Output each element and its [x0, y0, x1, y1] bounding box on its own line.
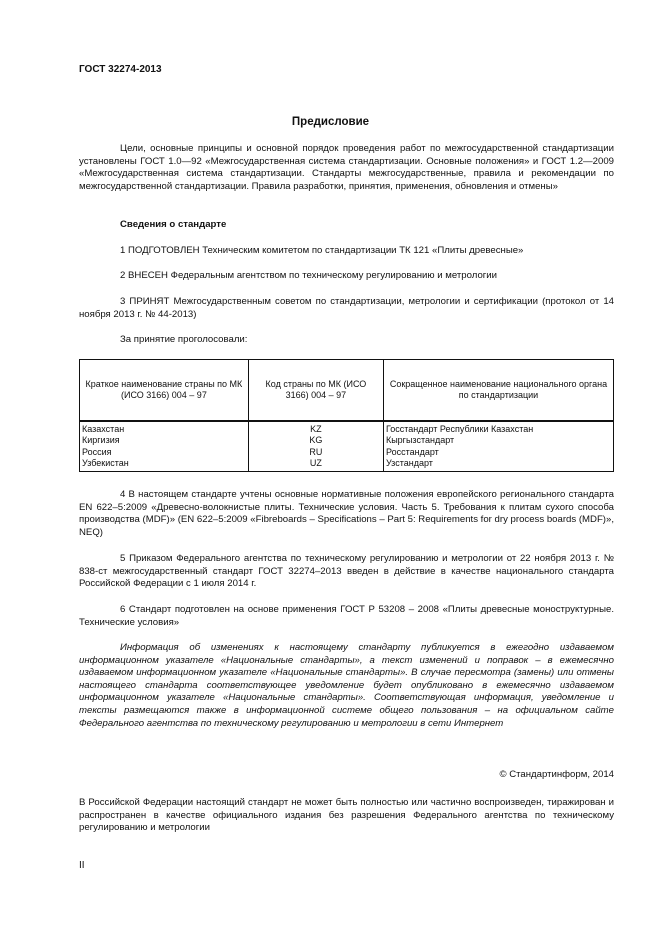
item-6: 6 Стандарт подготовлен на основе применения ГОСТ Р 53208 – 2008 «Плиты древесные моноструктурные. Технические условия»	[79, 604, 614, 628]
document-code: ГОСТ 32274-2013	[79, 64, 162, 75]
country-code: UZ	[309, 457, 322, 468]
notice-paragraph: Информация об изменениях к настоящему стандарту публикуется в ежегодно издаваемом информационном указателе «Национальные стандарты», а текст изменений и поправок – в ежемесячно издаваемом информационном указателе «Национальные стандарты». В случае пересмотра (замены) или отмены настоящего стандарта соответствующее уведомление будет опубликовано в ежемесячно издаваемом информационном указателе «Национальные стандарты». Соответствующая информация, уведомление и тексты размещаются также в информационной системе общего пользования – на официальном сайте Федерального агентства по техническому регулированию и метрологии в сети Интернет	[79, 642, 614, 729]
header-standards-body: Сокращенное наименование национального органа по стандартизации	[383, 360, 613, 422]
table-row	[80, 421, 614, 472]
header-country-code: Код страны по МК (ИСО 3166) 004 – 97	[248, 360, 383, 422]
country-code: KZ	[310, 424, 322, 434]
legal-notice: В Российской Федерации настоящий стандарт не может быть полностью или частично воспроизведен, тиражирован и распространен в качестве официального издания без разрешения Федерального агентства по техническому регулированию и метрологии	[79, 797, 614, 834]
country-code: RU	[309, 446, 323, 457]
intro-paragraph: Цели, основные принципы и основной порядок проведения работ по межгосударственной стандартизации установлены ГОСТ 1.0—92 «Межгосударственная система стандартизации. Основные положения» и ГОСТ 1.2—2009 «Межгосударственная система стандартизации. Стандарты межгосударственные, правила и рекомендации по межгосударственной стандартизации. Правила разработки, принятия, применения, обновления и отмены»	[79, 143, 614, 192]
item-adopted: 3 ПРИНЯТ Межгосударственным советом по стандартизации, метрологии и сертификации (протокол от 14 ноября 2013 г. № 44-2013)	[79, 296, 614, 320]
country-codes-cell	[248, 421, 383, 472]
country-code: KG	[309, 435, 323, 446]
standards-body: Узстандарт	[385, 457, 433, 468]
item-submitted: 2 ВНЕСЕН Федеральным агентством по техническому регулированию и метрологии	[120, 270, 498, 281]
country-name: Россия	[82, 446, 112, 457]
item-4: 4 В настоящем стандарте учтены основные нормативные положения европейского регионального стандарта EN 622–5:2009 «Древесно-волокнистые плиты. Технические условия. Часть 5. Требования к плитам сухого способа производства (MDF)» (EN 622–5:2009 «Fibreboards – Specifications – Part 5: Requirements for dry process boards (MDF)», NEQ)	[79, 489, 614, 538]
page-number: II	[79, 860, 85, 871]
country-names-cell	[80, 421, 249, 472]
standards-bodies-cell	[383, 421, 613, 472]
copyright: © Стандартинформ, 2014	[499, 769, 614, 780]
standards-body: Кыргызстандарт	[385, 435, 455, 446]
country-name: Узбекистан	[82, 457, 129, 468]
country-name: Казахстан	[82, 424, 125, 434]
standards-body: Росстандарт	[385, 446, 439, 457]
voted-label: За принятие проголосовали:	[120, 334, 248, 345]
item-prepared: 1 ПОДГОТОВЛЕН Техническим комитетом по стандартизации ТК 121 «Плиты древесные»	[120, 245, 524, 256]
item-5: 5 Приказом Федерального агентства по техническому регулированию и метрологии от 22 ноября 2013 г. № 838-ст межгосударственный стандарт ГОСТ 32274–2013 введен в действие в качестве национального стандарта Российской Федерации с 1 июля 2014 г.	[79, 553, 614, 590]
page-title: Предисловие	[291, 116, 370, 128]
table-header-row	[80, 360, 614, 422]
standards-body: Госстандарт Республики Казахстан	[385, 424, 534, 434]
country-name: Киргизия	[82, 435, 120, 446]
voting-table	[79, 359, 614, 472]
info-heading: Сведения о стандарте	[120, 219, 227, 230]
header-country-name: Краткое наименование страны по МК (ИСО 3166) 004 – 97	[80, 360, 249, 422]
